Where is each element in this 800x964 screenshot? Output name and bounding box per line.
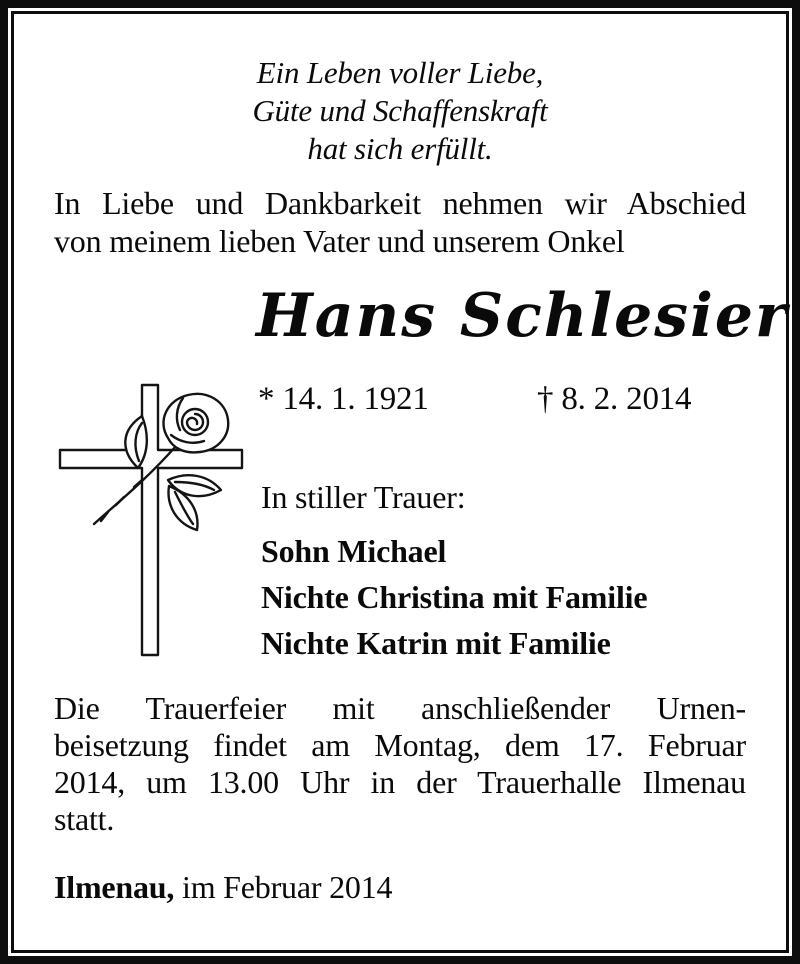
rose-stem-thorns xyxy=(101,480,142,521)
mourning-heading: In stiller Trauer: xyxy=(261,479,466,515)
announcement-line: beisetzung findet am Montag, dem 17. Februar xyxy=(54,727,746,763)
funeral-announcement xyxy=(54,690,746,838)
intro-paragraph xyxy=(54,184,746,260)
birth-date: * 14. 1. 1921 xyxy=(258,381,429,417)
announcement-line: 2014, um 13.00 Uhr in der Trauerhalle Ilmenau xyxy=(54,764,746,800)
death-date: † 8. 2. 2014 xyxy=(537,381,692,417)
deceased-name: Hans Schlesier xyxy=(256,281,789,351)
mourner: Nichte Christina mit Familie xyxy=(261,579,648,615)
epigraph xyxy=(0,54,800,168)
announcement-line: statt. xyxy=(54,801,115,837)
epigraph-line: hat sich erfüllt. xyxy=(307,131,493,166)
mourner: Sohn Michael xyxy=(261,533,447,569)
mourners-list xyxy=(261,528,647,666)
signature-date: im Februar 2014 xyxy=(174,869,393,905)
intro-line: von meinem lieben Vater und unserem Onkel xyxy=(54,223,625,259)
cross-with-rose-icon xyxy=(50,378,250,660)
epigraph-line: Güte und Schaffenskraft xyxy=(252,93,548,128)
signature-line xyxy=(54,869,392,906)
intro-line: In Liebe und Dankbarkeit nehmen wir Abschied xyxy=(54,185,746,221)
mourner: Nichte Katrin mit Familie xyxy=(261,625,611,661)
announcement-line: Die Trauerfeier mit anschließender Urnen- xyxy=(54,690,746,726)
epigraph-line: Ein Leben voller Liebe, xyxy=(256,55,544,90)
signature-place: Ilmenau, xyxy=(54,869,175,905)
